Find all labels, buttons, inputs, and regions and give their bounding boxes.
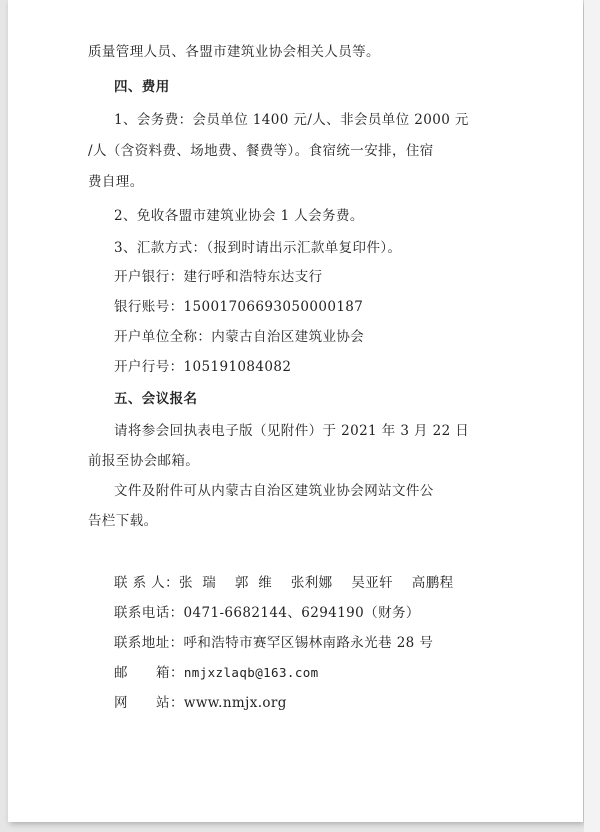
contact-address-value: 呼和浩特市赛罕区锡林南路永光巷 28 号: [183, 635, 434, 651]
text-line-bank: 开户银行：建行呼和浩特东达支行: [114, 269, 323, 285]
text-line-reg-3: 文件及附件可从内蒙古自治区建筑业协会网站文件公: [114, 483, 434, 499]
text-line-account: 银行账号：15001706693050000187: [114, 299, 364, 315]
contact-people: [114, 571, 454, 591]
section-heading-registration: 五、会议报名: [114, 391, 198, 407]
section-heading-fees: 四、费用: [114, 79, 170, 95]
text-line-reg-1: 请将参会回执表电子版（见附件）于 2021 年 3 月 22 日: [114, 423, 470, 439]
document-page: [8, 0, 583, 822]
contact-website-label: 网 站：: [114, 695, 184, 711]
contact-phone-label: 联系电话：: [114, 605, 184, 621]
contact-website: [114, 691, 287, 711]
contact-email: [114, 661, 319, 681]
text-line-bank-code: 开户行号：105191084082: [114, 359, 292, 375]
text-line-remittance: 3、汇款方式：（报到时请出示汇款单复印件）。: [114, 240, 402, 256]
viewer-right-margin: [584, 0, 600, 832]
text-line-fee-1: 1、会务费：会员单位 1400 元/人、非会员单位 2000 元: [114, 112, 469, 128]
text-line-account-name: 开户单位全称：内蒙古自治区建筑业协会: [114, 329, 365, 345]
contact-address-label: 联系地址：: [114, 635, 184, 651]
contact-phone: [114, 601, 420, 621]
contact-website-value[interactable]: www.nmjx.org: [183, 695, 287, 711]
contact-email-label: 邮 箱：: [114, 665, 184, 681]
contact-people-value: 张 瑞 郭 维 张利娜 吴亚轩 高鹏程: [178, 575, 454, 591]
text-line-reg-2: 前报至协会邮箱。: [88, 453, 200, 469]
text-line-exemption: 2、免收各盟市建筑业协会 1 人会务费。: [114, 208, 364, 224]
contact-address: [114, 631, 433, 651]
text-line-1: 质量管理人员、各盟市建筑业协会相关人员等。: [88, 44, 380, 60]
text-line-fee-2: /人（含资料费、场地费、餐费等）。食宿统一安排，住宿: [88, 143, 434, 159]
contact-phone-value: 0471-6682144、6294190（财务）: [183, 605, 420, 621]
contact-people-label: 联 系 人：: [114, 575, 179, 591]
text-line-fee-3: 费自理。: [88, 174, 144, 190]
text-line-reg-4: 告栏下载。: [88, 513, 158, 529]
contact-email-value[interactable]: nmjxzlaqb@163.com: [183, 665, 319, 680]
